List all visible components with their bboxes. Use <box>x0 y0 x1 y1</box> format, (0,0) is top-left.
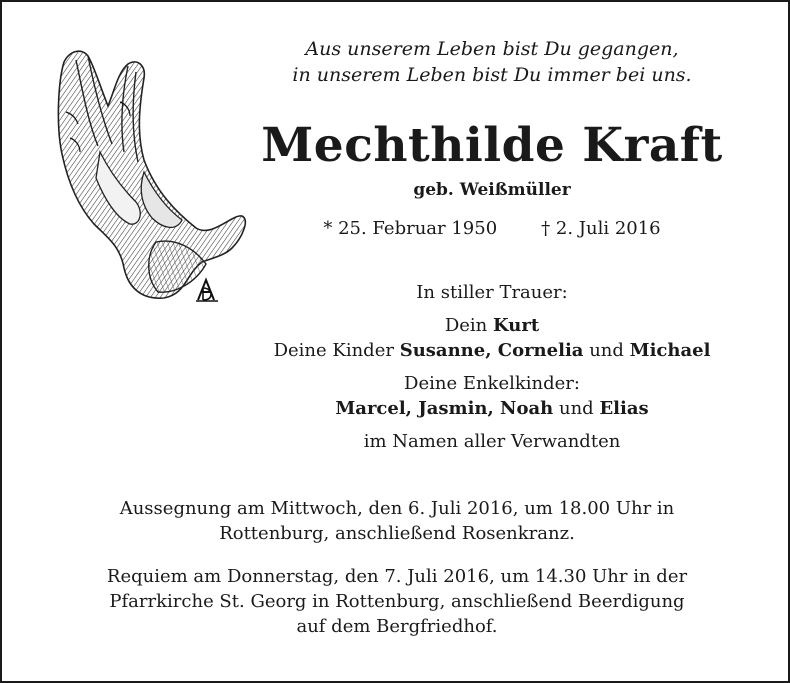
motto-line-1: Aus unserem Leben bist Du gegangen, <box>305 38 679 60</box>
relatives-line: im Namen aller Verwandten <box>363 431 621 452</box>
grandchildren-last-name: Elias <box>599 398 649 419</box>
children-prefix: Deine Kinder <box>273 340 394 361</box>
children-line <box>242 338 742 363</box>
blessing-line-1: Aussegnung am Mittwoch, den 6. Juli 2016, um 18.00 Uhr in <box>119 498 675 519</box>
requiem-notice <box>40 564 754 639</box>
praying-hands-icon <box>36 42 254 304</box>
partner-prefix: Dein <box>444 315 488 336</box>
children-and: und <box>589 340 624 361</box>
partner-line <box>242 313 742 338</box>
grandchildren-line <box>242 396 742 421</box>
motto-line-2: in unserem Leben bist Du immer bei uns. <box>292 64 692 86</box>
children-last-name: Michael <box>629 340 711 361</box>
birth-name: geb. Weißmüller <box>413 180 571 200</box>
mourners-block <box>242 280 742 454</box>
children-names: Susanne, Cornelia <box>399 340 584 361</box>
mourning-intro: In stiller Trauer: <box>416 282 568 303</box>
requiem-line-3: auf dem Bergfriedhof. <box>296 616 498 637</box>
birth-date: * 25. Februar 1950 <box>323 218 498 239</box>
requiem-line-2: Pfarrkirche St. Georg in Rottenburg, anschließend Beerdigung <box>109 591 685 612</box>
deceased-name: Mechthilde Kraft <box>261 118 723 173</box>
life-dates <box>242 216 742 242</box>
partner-name: Kurt <box>493 315 540 336</box>
motto <box>242 36 742 88</box>
death-date: † 2. Juli 2016 <box>541 218 661 239</box>
grandchildren-names: Marcel, Jasmin, Noah <box>335 398 554 419</box>
blessing-notice <box>40 496 754 546</box>
monogram-icon <box>196 280 218 301</box>
requiem-line-1: Requiem am Donnerstag, den 7. Juli 2016, um 14.30 Uhr in der <box>106 566 688 587</box>
grandchildren-intro: Deine Enkelkinder: <box>404 373 580 394</box>
grandchildren-and: und <box>558 398 594 419</box>
blessing-line-2: Rottenburg, anschließend Rosenkranz. <box>219 523 575 544</box>
